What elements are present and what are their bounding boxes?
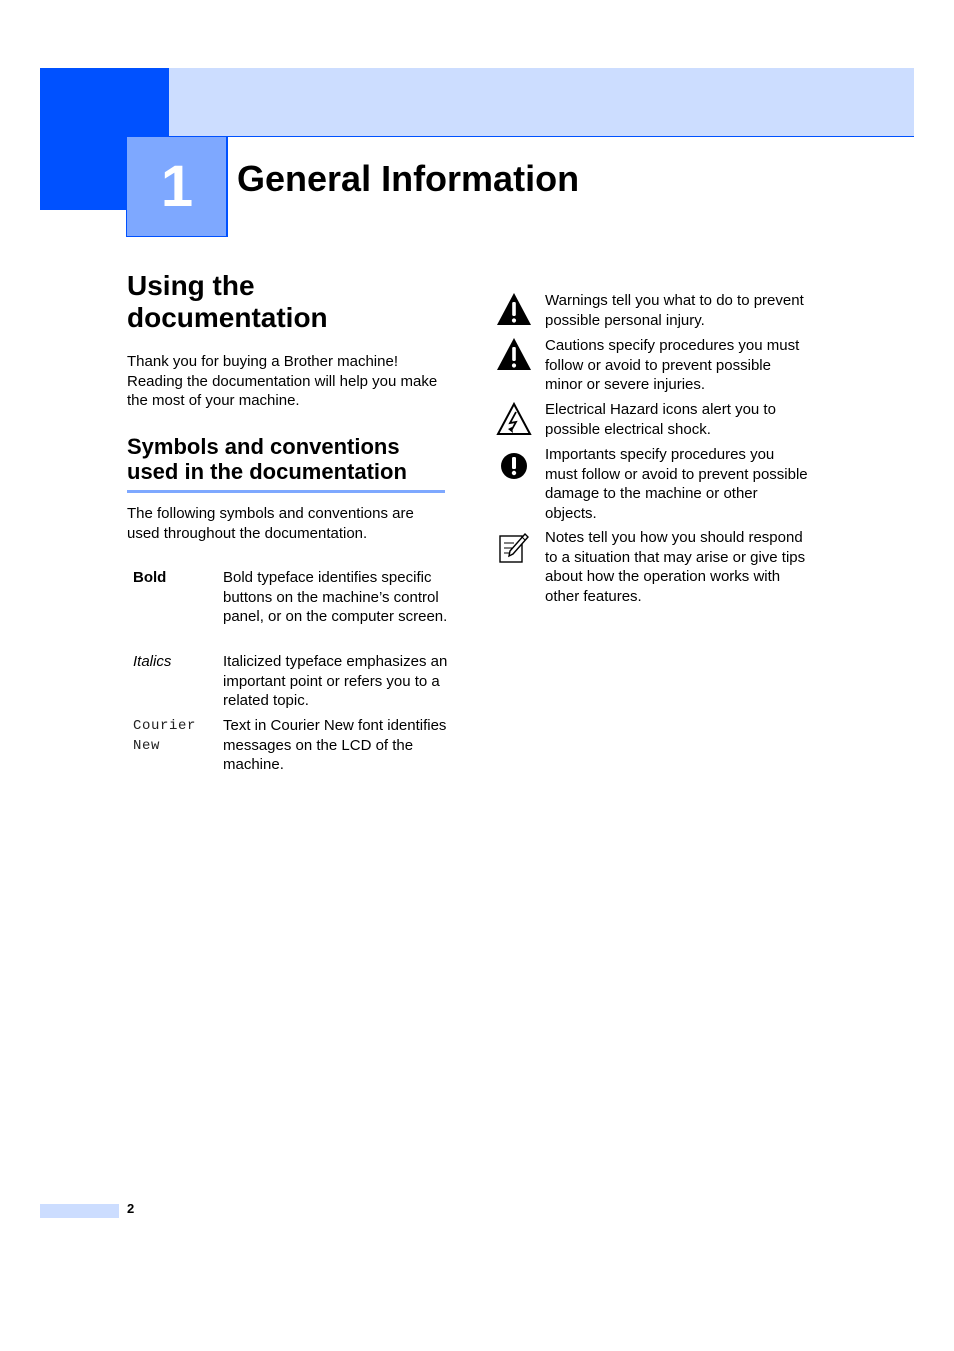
convention-term: Bold (133, 569, 167, 586)
section-title: Using the documentation (127, 270, 328, 333)
symbol-description: Electrical Hazard icons alert you to possible electrical shock. (545, 401, 776, 438)
caution-icon (496, 336, 532, 372)
symbol-description: Notes tell you how you should respond to a situation that may arise or give tips about how the operation works with other features. (545, 529, 806, 605)
header-divider (169, 136, 914, 137)
convention-description: Text in Courier New font identifies messages on the LCD of the machine. (223, 717, 447, 774)
chapter-box-divider (226, 136, 228, 237)
note-icon (496, 528, 532, 564)
convention-description: Bold typeface identifies specific buttons on the machine’s control panel, or on the computer screen. (223, 569, 448, 626)
symbol-description: Cautions specify procedures you must follow or avoid to prevent possible minor or severe injuries. (545, 337, 800, 394)
page-number: 2 (127, 1201, 135, 1216)
convention-term: Courier New (133, 718, 197, 754)
convention-term: Italics (133, 653, 172, 670)
subsection-title: Symbols and conventions used in the documentation (127, 434, 407, 484)
subsection-intro: The following symbols and conventions are used throughout the documentation. (127, 505, 414, 542)
chapter-number-box (126, 136, 228, 237)
symbol-description: Warnings tell you what to do to prevent possible personal injury. (545, 292, 804, 329)
electrical-hazard-icon (496, 400, 532, 436)
subsection-underline (127, 490, 445, 493)
footer-bar (40, 1204, 119, 1218)
symbol-description: Importants specify procedures you must follow or avoid to prevent possible damage to the machine or other objects. (545, 446, 808, 522)
chapter-title: General Information (237, 158, 580, 199)
section-intro: Thank you for buying a Brother machine! Reading the documentation will help you make the most of your machine. (127, 353, 438, 410)
important-icon (496, 445, 532, 481)
warning-icon (496, 291, 532, 327)
header-band (169, 68, 914, 136)
convention-description: Italicized typeface emphasizes an important point or refers you to a related topic. (223, 653, 448, 710)
chapter-number: 1 (160, 153, 194, 219)
